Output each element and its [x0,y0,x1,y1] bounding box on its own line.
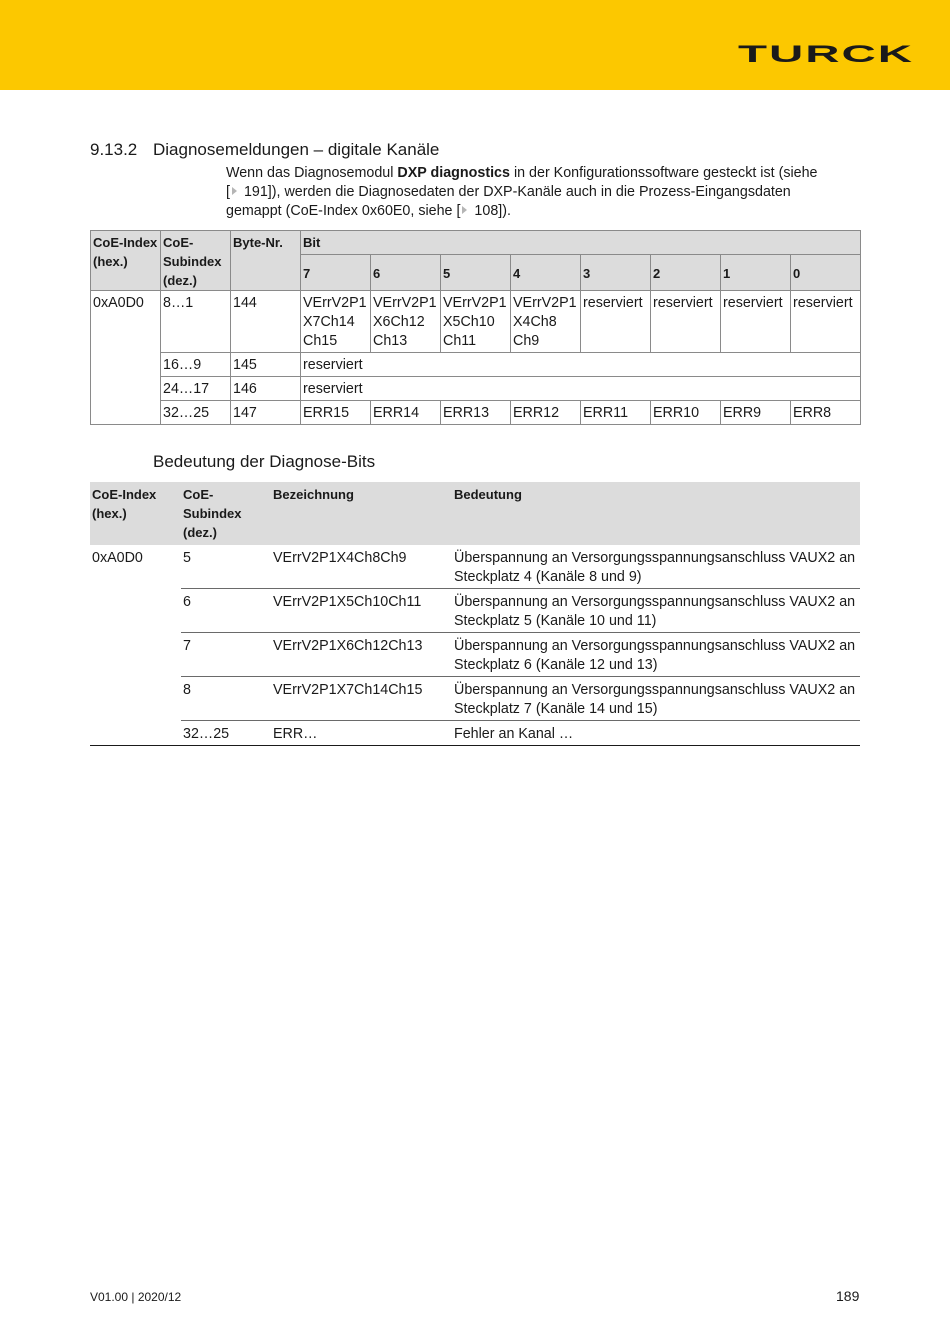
byte-cell: 145 [231,353,301,377]
intro-text: in der Konfigurationssoftware gesteckt ist (siehe [509,165,818,181]
header-coe-index: CoE-Index (hex.) [91,231,161,291]
process-data-table [90,230,861,425]
subindex-cell: 5 [181,545,271,589]
bracket: [ [226,184,230,200]
subindex-cell: 6 [181,589,271,633]
header-bit-3: 3 [581,255,651,291]
header-bit-7: 7 [301,255,371,291]
page-number: 189 [836,1288,860,1304]
name-cell: VErrV2P1X7Ch14Ch15 [271,677,452,721]
coe-index-cell: 0xA0D0 [91,291,161,425]
header-bit-4: 4 [511,255,581,291]
table-row [90,545,860,589]
header-bit-2: 2 [651,255,721,291]
bit-cell: ERR11 [581,401,651,425]
header-coe-subindex: CoE-Subindex (dez.) [181,482,271,545]
svg-text:TURCK: TURCK [738,42,914,64]
name-cell: VErrV2P1X4Ch8Ch9 [271,545,452,589]
bit-cell: ERR12 [511,401,581,425]
page-reference-link[interactable]: 108]). [470,203,511,219]
table-row [91,377,861,401]
bit-cell: ERR9 [721,401,791,425]
table-row [91,291,861,353]
meaning-cell: Überspannung an Versorgungsspannungsanschluss VAUX2 an Steckplatz 5 (Kanäle 10 und 11) [452,589,860,633]
bit-cell: VErrV2P1 X6Ch12 Ch13 [371,291,441,353]
bit-cell: reserviert [791,291,861,353]
name-cell: VErrV2P1X6Ch12Ch13 [271,633,452,677]
subsection-title: Bedeutung der Diagnose-Bits [153,452,376,471]
name-cell: ERR… [271,721,452,746]
subindex-cell: 24…17 [161,377,231,401]
intro-text: gemappt (CoE-Index 0x60E0, siehe [ [226,203,461,219]
section-heading [90,140,439,160]
page-reference-link[interactable]: 191]), werden die Diagnosedaten der DXP-Kanäle auch in die Prozess-Eingangsdaten [239,184,791,200]
table-row [90,633,860,677]
subindex-cell: 32…25 [181,721,271,746]
bit-cell: reserviert [721,291,791,353]
table-row [90,721,860,746]
subindex-cell: 8…1 [161,291,231,353]
page-reference-arrow-icon[interactable] [232,187,237,195]
diagnostic-bits-table [90,482,860,746]
bit-cell: VErrV2P1 X4Ch8 Ch9 [511,291,581,353]
byte-cell: 144 [231,291,301,353]
module-name: DXP diagnostics [397,165,510,181]
bit-cell: reserviert [581,291,651,353]
bit-cell: ERR13 [441,401,511,425]
byte-cell: 146 [231,377,301,401]
header-byte-nr: Byte-Nr. [231,231,301,291]
intro-text: Wenn das Diagnosemodul [226,165,398,181]
header-bit: Bit [301,231,861,255]
subindex-cell: 32…25 [161,401,231,425]
section-title: Diagnosemeldungen – digitale Kanäle [153,140,440,159]
bit-cell: VErrV2P1 X7Ch14 Ch15 [301,291,371,353]
subindex-cell: 7 [181,633,271,677]
bit-cell: ERR14 [371,401,441,425]
meaning-cell: Überspannung an Versorgungsspannungsanschluss VAUX2 an Steckplatz 7 (Kanäle 14 und 15) [452,677,860,721]
header-bar [0,0,950,90]
intro-paragraph [226,164,856,221]
page-reference-arrow-icon[interactable] [462,206,467,214]
footer-version: V01.00 | 2020/12 [90,1290,182,1304]
reserved-cell: reserviert [301,377,861,401]
meaning-cell: Fehler an Kanal … [452,721,860,746]
subindex-cell: 8 [181,677,271,721]
header-coe-subindex: CoE-Subindex (dez.) [161,231,231,291]
bit-cell: VErrV2P1 X5Ch10 Ch11 [441,291,511,353]
meaning-cell: Überspannung an Versorgungsspannungsanschluss VAUX2 an Steckplatz 6 (Kanäle 12 und 13) [452,633,860,677]
bit-cell: reserviert [651,291,721,353]
meaning-cell: Überspannung an Versorgungsspannungsanschluss VAUX2 an Steckplatz 4 (Kanäle 8 und 9) [452,545,860,589]
name-cell: VErrV2P1X5Ch10Ch11 [271,589,452,633]
subindex-cell: 16…9 [161,353,231,377]
section-number: 9.13.2 [90,140,138,159]
bit-cell: ERR8 [791,401,861,425]
header-bit-6: 6 [371,255,441,291]
table-row [90,589,860,633]
header-bedeutung: Bedeutung [452,482,860,545]
table-row [91,353,861,377]
turck-logo [738,42,914,64]
header-bezeichnung: Bezeichnung [271,482,452,545]
header-bit-1: 1 [721,255,791,291]
bit-cell: ERR15 [301,401,371,425]
table-row [91,401,861,425]
header-bit-5: 5 [441,255,511,291]
table-row [90,677,860,721]
header-bit-0: 0 [791,255,861,291]
byte-cell: 147 [231,401,301,425]
reserved-cell: reserviert [301,353,861,377]
bit-cell: ERR10 [651,401,721,425]
coe-index-cell: 0xA0D0 [90,545,181,746]
header-coe-index: CoE-Index (hex.) [90,482,181,545]
